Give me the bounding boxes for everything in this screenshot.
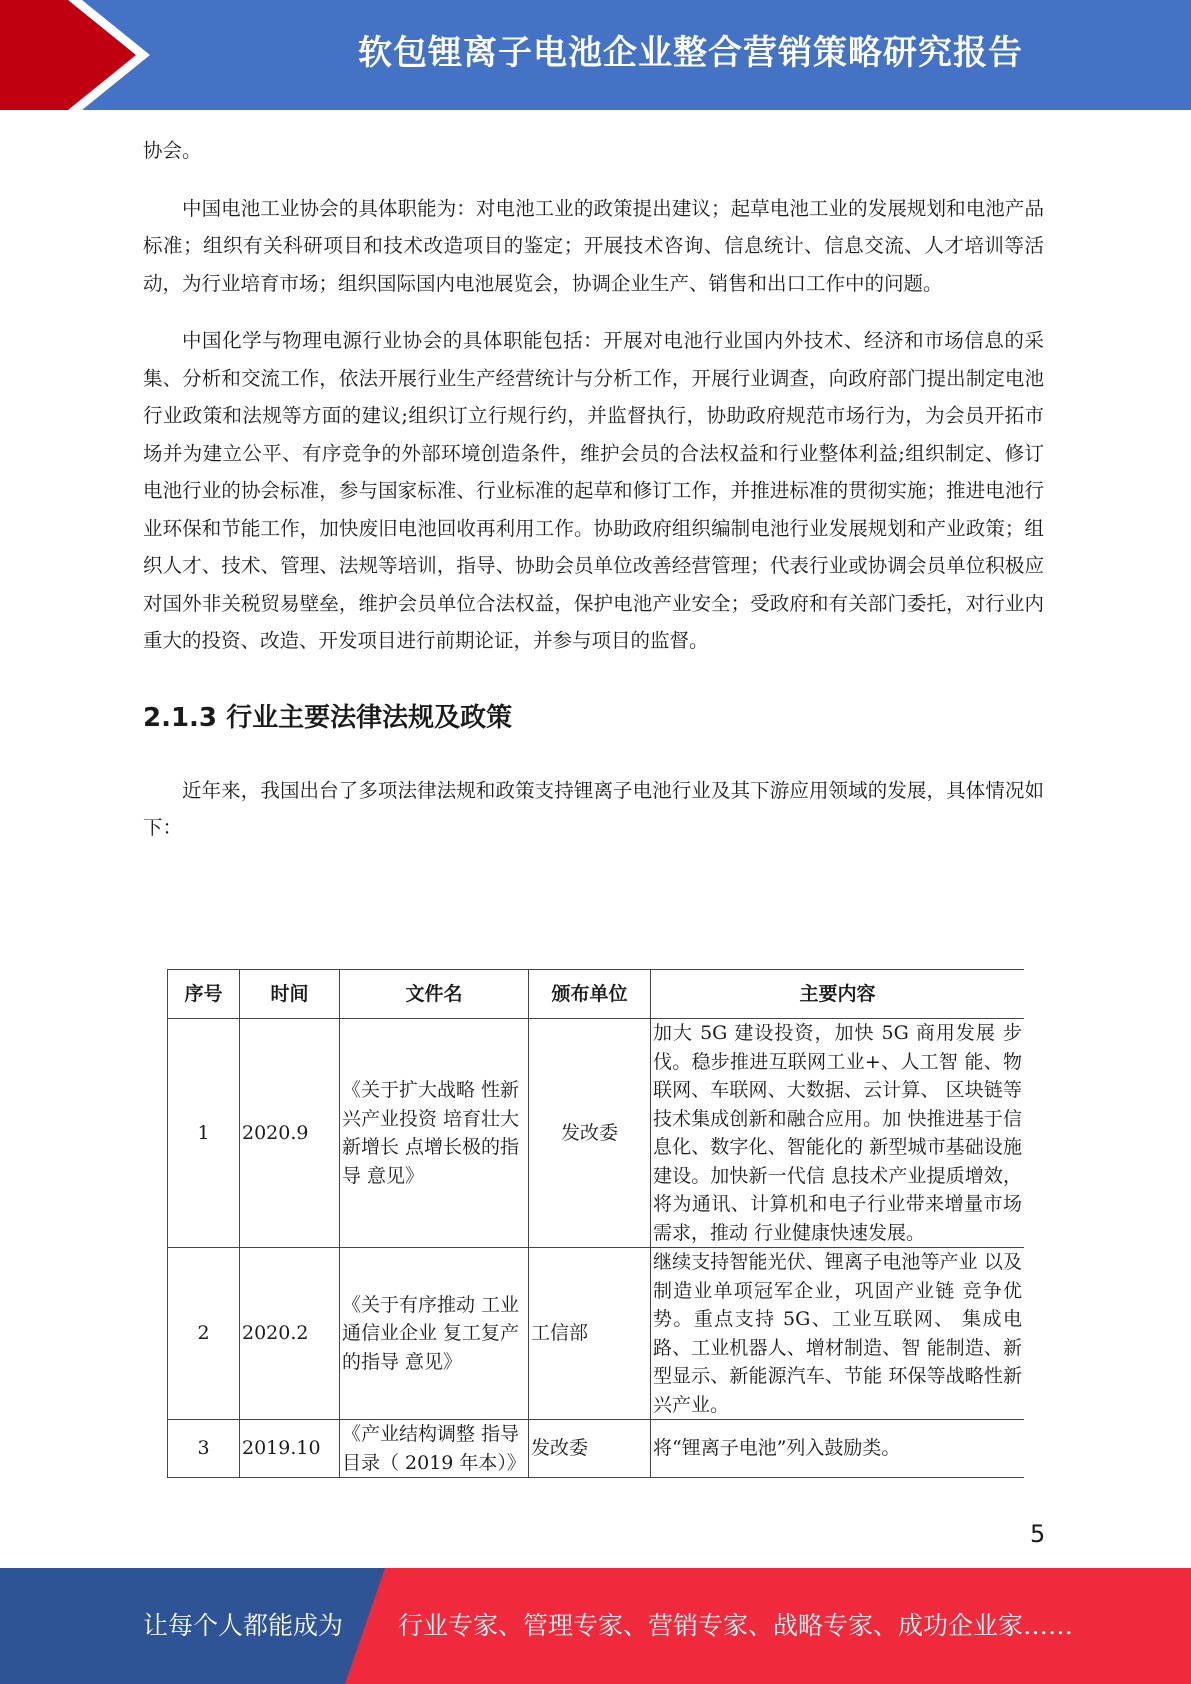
table-row (168, 1019, 1025, 1248)
header-time: 时间 (240, 970, 340, 1019)
page-footer (0, 1568, 1191, 1684)
header-no: 序号 (168, 970, 240, 1019)
header-issuer: 颁布单位 (529, 970, 651, 1019)
cell-time: 2020.9 (240, 1019, 340, 1248)
cell-issuer: 工信部 (529, 1248, 651, 1420)
policy-table-container (167, 969, 1024, 1491)
table-row (168, 1420, 1025, 1478)
page-number: 5 (1030, 1520, 1046, 1548)
cell-content: 继续支持智能光伏、锂离子电池等产业 以及制造业单项冠军企业，巩固产业链 竞争优势。重点支持 5G、工业互联网、 集成电路、工业机器人、增材制造、智 能制造、新型显示、新能源汽车、节能 环保等战略性新兴产业。 (651, 1248, 1025, 1420)
cell-content: 加大 5G 建设投资，加快 5G 商用发展 步伐。稳步推进互联网工业+、人工智 能、物联网、车联网、大数据、云计算、 区块链等技术集成创新和融合应用。加 快推进基于信息化、数字化、智能化的 新型城市基础设施建设。加快新一代信 息技术产业提质增效，将为通讯、计算机和电子行业带来增量市场需求，推动 行业健康快速发展。 (651, 1019, 1025, 1248)
header-content: 主要内容 (651, 970, 1025, 1019)
footer-slogan-left: 让每个人都能成为 (143, 1611, 344, 1640)
cell-issuer: 发改委 (529, 1019, 651, 1248)
table-header-row (168, 970, 1025, 1019)
page-body (143, 132, 1044, 847)
paragraph-power-source-association: 中国化学与物理电源行业协会的具体职能包括：开展对电池行业国内外技术、经济和市场信息的采集、分析和交流工作，依法开展行业生产经营统计与分析工作，开展行业调查，向政府部门提出制定电池行业政策和法规等方面的建议;组织订立行规行约，并监督执行，协助政府规范市场行为，为会员开拓市场并为建立公平、有序竞争的外部环境创造条件，维护会员的合法权益和行业整体利益;组织制定、修订电池行业的协会标准，参与国家标准、行业标准的起草和修订工作，并推进标准的贯彻实施；推进电池行业环保和节能工作，加快废旧电池回收再利用工作。协助政府组织编制电池行业发展规划和产业政策；组织人才、技术、管理、法规等培训，指导、协助会员单位改善经营管理；代表行业或协调会员单位积极应对国外非关税贸易壁垒，维护会员单位合法权益，保护电池产业安全；受政府和有关部门委托，对行业内重大的投资、改造、开发项目进行前期论证，并参与项目的监督。 (143, 329, 1044, 652)
paragraph-continuation: 协会。 (143, 139, 202, 162)
page-header (0, 0, 1191, 110)
report-title: 软包锂离子电池企业整合营销策略研究报告 (358, 33, 1023, 73)
cell-document: 《关于扩大战略 性新兴产业投资 培育壮大新增长 点增长极的指导 意见》 (340, 1019, 529, 1248)
section-heading: 2.1.3 行业主要法律法规及政策 (143, 702, 513, 733)
paragraph-policy-intro: 近年来，我国出台了多项法律法规和政策支持锂离子电池行业及其下游应用领域的发展，具体情况如下： (143, 778, 1044, 839)
paragraph-battery-association: 中国电池工业协会的具体职能为：对电池工业的政策提出建议；起草电池工业的发展规划和电池产品标准；组织有关科研项目和技术改造项目的鉴定；开展技术咨询、信息统计、信息交流、人才培训等活动，为行业培育市场；组织国际国内电池展览会，协调企业生产、销售和出口工作中的问题。 (143, 196, 1044, 295)
footer-slogan-right: 行业专家、管理专家、营销专家、战略专家、成功企业家…… (398, 1611, 1074, 1640)
cell-document: 《产业结构调整 指导目录（ 2019 年本）》 (340, 1420, 529, 1478)
cell-time: 2019.10 (240, 1420, 340, 1478)
cell-content: 将“锂离子电池”列入鼓励类。 (651, 1420, 1025, 1478)
table-row (168, 1248, 1025, 1420)
header-document: 文件名 (340, 970, 529, 1019)
cell-issuer: 发改委 (529, 1420, 651, 1478)
cell-document: 《关于有序推动 工业通信业企业 复工复产的指导 意见》 (340, 1248, 529, 1420)
policy-table (167, 969, 1024, 1478)
cell-time: 2020.2 (240, 1248, 340, 1420)
cell-no: 1 (168, 1019, 240, 1248)
header-chevron-logo (0, 0, 136, 110)
cell-no: 2 (168, 1248, 240, 1420)
cell-no: 3 (168, 1420, 240, 1478)
